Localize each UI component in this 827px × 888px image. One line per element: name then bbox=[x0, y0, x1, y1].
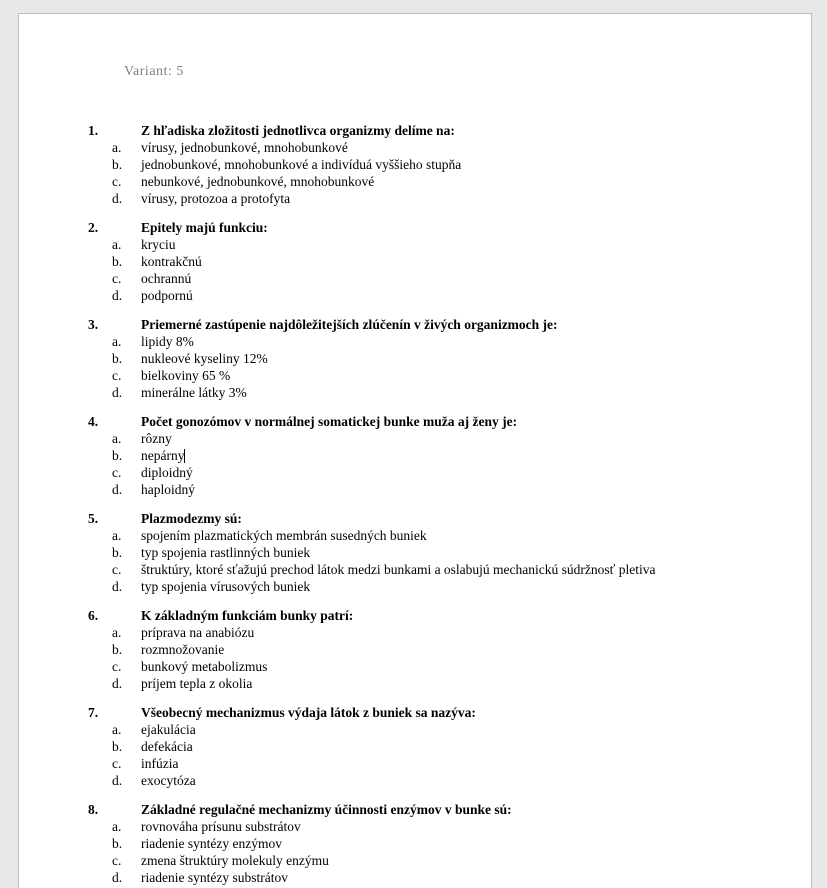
option-row[interactable] bbox=[19, 527, 811, 544]
option-row[interactable] bbox=[19, 367, 811, 384]
option-row[interactable] bbox=[19, 173, 811, 190]
question-block bbox=[19, 510, 811, 595]
option-letter: d. bbox=[112, 870, 123, 885]
option-letter: b. bbox=[112, 254, 123, 269]
options-list bbox=[19, 139, 811, 207]
question-title: Priemerné zastúpenie najdôležitejších zlúčenín v živých organizmoch je: bbox=[141, 317, 558, 332]
option-letter: c. bbox=[112, 368, 122, 383]
question-header[interactable] bbox=[19, 704, 811, 721]
option-letter: b. bbox=[112, 448, 123, 463]
option-row[interactable] bbox=[19, 270, 811, 287]
option-letter: c. bbox=[112, 174, 122, 189]
question-title: K základným funkciám bunky patrí: bbox=[141, 608, 354, 623]
options-list bbox=[19, 624, 811, 692]
option-row[interactable] bbox=[19, 236, 811, 253]
option-letter: a. bbox=[112, 334, 122, 349]
document-page[interactable] bbox=[18, 13, 812, 888]
option-letter: d. bbox=[112, 676, 123, 691]
option-row[interactable] bbox=[19, 578, 811, 595]
option-letter: d. bbox=[112, 385, 123, 400]
option-row[interactable] bbox=[19, 641, 811, 658]
options-list bbox=[19, 333, 811, 401]
option-row[interactable] bbox=[19, 190, 811, 207]
option-letter: c. bbox=[112, 465, 122, 480]
option-letter: d. bbox=[112, 579, 123, 594]
option-letter: d. bbox=[112, 482, 123, 497]
question-title: Z hľadiska zložitosti jednotlivca organizmy delíme na: bbox=[141, 123, 455, 138]
option-letter: a. bbox=[112, 431, 122, 446]
option-row[interactable] bbox=[19, 544, 811, 561]
option-text: vírusy, jednobunkové, mnohobunkové bbox=[141, 140, 348, 155]
option-text: nepárny bbox=[141, 448, 185, 463]
option-row[interactable] bbox=[19, 658, 811, 675]
option-text: minerálne látky 3% bbox=[141, 385, 247, 400]
option-letter: a. bbox=[112, 722, 122, 737]
question-header[interactable] bbox=[19, 122, 811, 139]
option-text: bunkový metabolizmus bbox=[141, 659, 268, 674]
question-title: Epitely majú funkciu: bbox=[141, 220, 268, 235]
questions-list bbox=[19, 122, 811, 888]
option-text: ejakulácia bbox=[141, 722, 196, 737]
option-text: haploidný bbox=[141, 482, 195, 497]
option-letter: b. bbox=[112, 351, 123, 366]
question-number: 4. bbox=[88, 414, 99, 429]
options-list bbox=[19, 236, 811, 304]
option-text: defekácia bbox=[141, 739, 193, 754]
question-header[interactable] bbox=[19, 510, 811, 527]
option-row[interactable] bbox=[19, 350, 811, 367]
question-title: Základné regulačné mechanizmy účinnosti enzýmov v bunke sú: bbox=[141, 802, 512, 817]
option-text: vírusy, protozoa a protofyta bbox=[141, 191, 291, 206]
option-letter: a. bbox=[112, 528, 122, 543]
option-text: príjem tepla z okolia bbox=[141, 676, 253, 691]
options-list bbox=[19, 818, 811, 886]
option-text: bielkoviny 65 % bbox=[141, 368, 231, 383]
option-row[interactable] bbox=[19, 818, 811, 835]
option-row[interactable] bbox=[19, 835, 811, 852]
option-row[interactable] bbox=[19, 464, 811, 481]
option-row[interactable] bbox=[19, 624, 811, 641]
question-title: Plazmodezmy sú: bbox=[141, 511, 242, 526]
option-row[interactable] bbox=[19, 156, 811, 173]
option-letter: d. bbox=[112, 773, 123, 788]
option-letter: c. bbox=[112, 271, 122, 286]
option-row[interactable] bbox=[19, 772, 811, 789]
option-text: lipidy 8% bbox=[141, 334, 194, 349]
question-title: Počet gonozómov v normálnej somatickej bunke muža aj ženy je: bbox=[141, 414, 518, 429]
question-header[interactable] bbox=[19, 607, 811, 624]
option-text: diploidný bbox=[141, 465, 193, 480]
question-block bbox=[19, 607, 811, 692]
option-text: spojením plazmatických membrán susedných buniek bbox=[141, 528, 427, 543]
option-letter: a. bbox=[112, 237, 122, 252]
question-header[interactable] bbox=[19, 413, 811, 430]
option-letter: c. bbox=[112, 756, 122, 771]
options-list bbox=[19, 721, 811, 789]
option-row[interactable] bbox=[19, 738, 811, 755]
option-text: jednobunkové, mnohobunkové a indivíduá vyššieho stupňa bbox=[141, 157, 462, 172]
option-text: riadenie syntézy substrátov bbox=[141, 870, 288, 885]
option-text: podpornú bbox=[141, 288, 193, 303]
option-text: kontrakčnú bbox=[141, 254, 202, 269]
option-text: štruktúry, ktoré sťažujú prechod látok medzi bunkami a oslabujú mechanickú súdržnosť pletiva bbox=[141, 562, 656, 577]
option-row[interactable] bbox=[19, 333, 811, 350]
option-row[interactable] bbox=[19, 721, 811, 738]
text-cursor bbox=[184, 449, 185, 463]
option-letter: b. bbox=[112, 545, 123, 560]
option-row[interactable] bbox=[19, 481, 811, 498]
option-letter: a. bbox=[112, 140, 122, 155]
option-letter: b. bbox=[112, 739, 123, 754]
option-letter: b. bbox=[112, 642, 123, 657]
option-row[interactable] bbox=[19, 287, 811, 304]
option-text: kryciu bbox=[141, 237, 176, 252]
question-block bbox=[19, 122, 811, 207]
question-block bbox=[19, 219, 811, 304]
question-block bbox=[19, 413, 811, 498]
question-block bbox=[19, 801, 811, 886]
question-header[interactable] bbox=[19, 801, 811, 818]
question-number: 6. bbox=[88, 608, 99, 623]
option-text: ochrannú bbox=[141, 271, 192, 286]
question-number: 5. bbox=[88, 511, 99, 526]
option-letter: d. bbox=[112, 288, 123, 303]
option-text: zmena štruktúry molekuly enzýmu bbox=[141, 853, 329, 868]
question-block bbox=[19, 316, 811, 401]
option-row[interactable] bbox=[19, 675, 811, 692]
option-text: rovnováha prísunu substrátov bbox=[141, 819, 301, 834]
option-row[interactable] bbox=[19, 561, 811, 578]
question-number: 2. bbox=[88, 220, 99, 235]
option-text: príprava na anabiózu bbox=[141, 625, 255, 640]
option-text: exocytóza bbox=[141, 773, 196, 788]
option-letter: c. bbox=[112, 853, 122, 868]
question-header[interactable] bbox=[19, 316, 811, 333]
variant-label: Variant: 5 bbox=[124, 64, 184, 79]
option-letter: a. bbox=[112, 819, 122, 834]
option-row[interactable] bbox=[19, 139, 811, 156]
question-number: 3. bbox=[88, 317, 99, 332]
options-list bbox=[19, 527, 811, 595]
option-text: typ spojenia rastlinných buniek bbox=[141, 545, 311, 560]
option-text: rôzny bbox=[141, 431, 172, 446]
options-list bbox=[19, 430, 811, 498]
option-row[interactable] bbox=[19, 253, 811, 270]
option-row[interactable] bbox=[19, 384, 811, 401]
option-letter: c. bbox=[112, 562, 122, 577]
option-letter: b. bbox=[112, 836, 123, 851]
question-header[interactable] bbox=[19, 219, 811, 236]
option-letter: c. bbox=[112, 659, 122, 674]
option-letter: a. bbox=[112, 625, 122, 640]
option-row[interactable] bbox=[19, 755, 811, 772]
option-text: infúzia bbox=[141, 756, 179, 771]
option-row[interactable] bbox=[19, 447, 811, 464]
option-text: nukleové kyseliny 12% bbox=[141, 351, 268, 366]
option-letter: d. bbox=[112, 191, 123, 206]
option-text: typ spojenia vírusových buniek bbox=[141, 579, 311, 594]
option-text: rozmnožovanie bbox=[141, 642, 225, 657]
question-number: 1. bbox=[88, 123, 99, 138]
option-letter: b. bbox=[112, 157, 123, 172]
option-text: nebunkové, jednobunkové, mnohobunkové bbox=[141, 174, 375, 189]
option-row[interactable] bbox=[19, 852, 811, 869]
option-text: riadenie syntézy enzýmov bbox=[141, 836, 282, 851]
question-block bbox=[19, 704, 811, 789]
question-number: 8. bbox=[88, 802, 99, 817]
option-row[interactable] bbox=[19, 430, 811, 447]
question-number: 7. bbox=[88, 705, 99, 720]
option-row[interactable] bbox=[19, 869, 811, 886]
question-title: Všeobecný mechanizmus výdaja látok z buniek sa nazýva: bbox=[141, 705, 476, 720]
